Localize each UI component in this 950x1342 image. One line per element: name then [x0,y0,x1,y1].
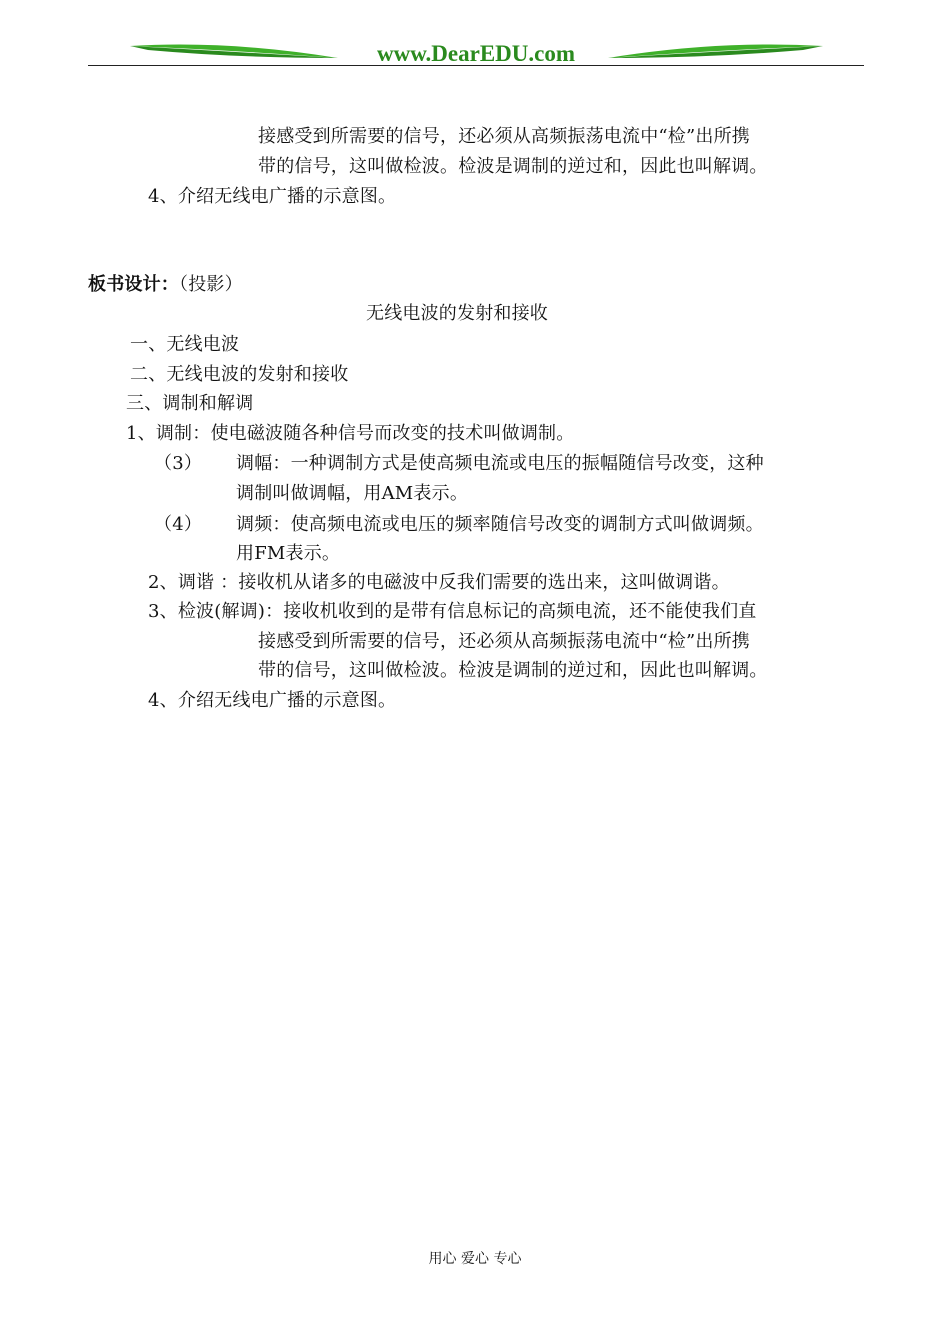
item-3-line-2: 接感受到所需要的信号，还必须从高频振荡电流中“检”出所携 [258,631,751,652]
sub-3-number: （3） [154,453,203,474]
continuation-line-2: 带的信号，这叫做检波。检波是调制的逆过和，因此也叫解调。 [258,156,768,177]
section-1: 一、无线电波 [130,334,240,355]
sub-3-line-1: 调幅：一种调制方式是使高频电流或电压的振幅随信号改变，这种 [236,453,764,474]
page-footer: 用心 爱心 专心 [428,1251,522,1267]
sub-4-line-1: 调频：使高频电流或电压的频率随信号改变的调制方式叫做调频。 [236,514,764,535]
board-heading-label: 板书设计： [88,274,179,295]
sub-4-line-2: 用FM表示。 [236,543,341,564]
sub-4-number: （4） [154,514,203,535]
board-heading-note: （投影） [179,274,243,295]
item-3-line-1: 3、检波(解调)：接收机收到的是带有信息标记的高频电流，还不能使我们直 [148,601,757,622]
continuation-line-1: 接感受到所需要的信号，还必须从高频振荡电流中“检”出所携 [258,126,751,147]
item-1: 1、调制：使电磁波随各种信号而改变的技术叫做调制。 [126,423,575,444]
section-3: 三、调制和解调 [126,393,254,414]
board-title: 无线电波的发射和接收 [366,303,548,324]
site-name: www.DearEDU.com [376,41,576,66]
continuation-item-4: 4、介绍无线电广播的示意图。 [148,186,397,207]
item-3-line-3: 带的信号，这叫做检波。检波是调制的逆过和，因此也叫解调。 [258,660,768,681]
section-2: 二、无线电波的发射和接收 [130,364,349,385]
item-4: 4、介绍无线电广播的示意图。 [148,690,397,711]
sub-3-line-2: 调制叫做调幅，用AM表示。 [236,483,469,504]
header-rule [88,65,864,66]
board-heading [88,274,243,296]
item-2: 2、调谐 ：接收机从诸多的电磁波中反我们需要的选出来，这叫做调谐。 [148,572,730,593]
